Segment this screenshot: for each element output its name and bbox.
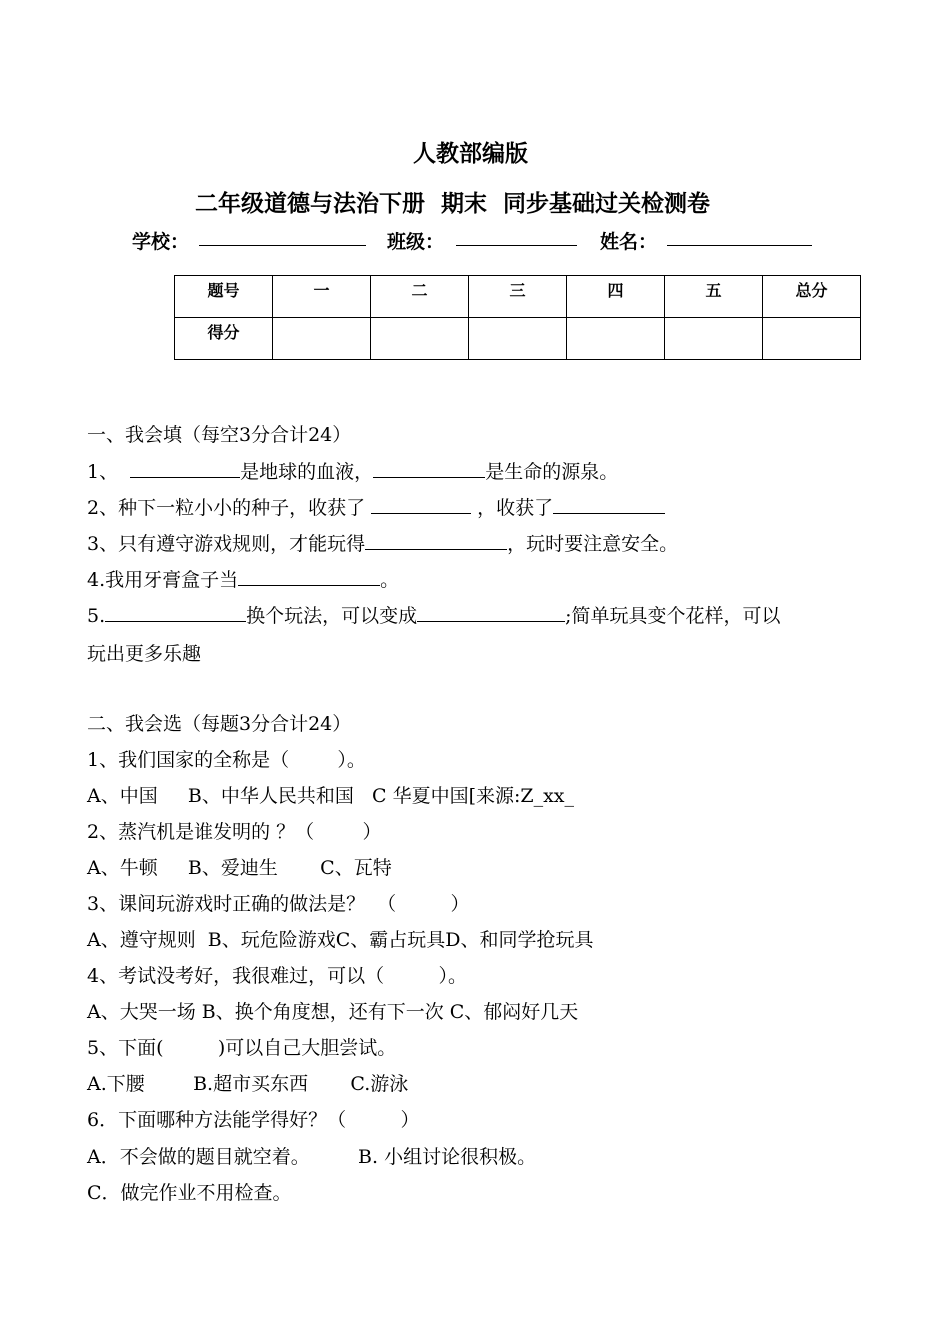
q2-text-1: 2、种下一粒小小的种子，收获了 — [87, 497, 372, 519]
score-table — [174, 275, 861, 360]
q4-blank[interactable] — [238, 569, 380, 586]
choice-line: A.下腰 B.超市买东西 C.游泳 — [87, 1073, 409, 1095]
score-cell: 总分 — [763, 276, 861, 318]
score-cell: 三 — [469, 276, 567, 318]
fill-question-1 — [87, 461, 618, 482]
q1-blank-1[interactable] — [130, 461, 240, 478]
score-cell: 五 — [665, 276, 763, 318]
section1-heading: 一、我会填（每空3分合计24） — [87, 424, 352, 446]
fill-question-3 — [87, 533, 678, 554]
choice-line: A．不会做的题目就空着。 B. 小组讨论很积极。 — [87, 1146, 537, 1168]
q1-text-1: 是地球的血液， — [240, 461, 374, 483]
choice-line: A、大哭一场 B、换个角度想，还有下一次 C、郁闷好几天 — [87, 1001, 579, 1023]
q2-blank-1[interactable] — [371, 497, 471, 514]
score-cell: 二 — [371, 276, 469, 318]
q3-text-1: 3、只有遵守游戏规则，才能玩得 — [87, 533, 366, 555]
score-input-cell[interactable] — [567, 318, 665, 360]
choice-line: A、遵守规则 B、玩危险游戏C、霸占玩具D、和同学抢玩具 — [87, 929, 594, 951]
score-input-cell[interactable] — [469, 318, 567, 360]
q5-blank-2[interactable] — [417, 605, 565, 622]
q1-number: 1、 — [87, 461, 131, 483]
score-cell: 一 — [273, 276, 371, 318]
score-table-score-row — [175, 318, 861, 360]
name-label: 姓名： — [600, 231, 658, 253]
section2-heading: 二、我会选（每题3分合计24） — [87, 713, 352, 735]
q1-blank-2[interactable] — [373, 461, 485, 478]
choice-line: A、中国 B、中华人民共和国 C 华夏中国[来源:Z_xx_ — [87, 785, 575, 807]
choice-line: C．做完作业不用检查。 — [87, 1182, 292, 1204]
fill-question-2 — [87, 497, 665, 518]
q4-text-1: 4.我用牙膏盒子当 — [87, 569, 239, 591]
publisher-title: 人教部编版 — [413, 141, 528, 167]
choice-line: 3、课间玩游戏时正确的做法是？ （ ） — [87, 893, 470, 915]
choice-line: 2、蒸汽机是谁发明的 ？（ ） — [87, 821, 382, 843]
choice-line: 6．下面哪种方法能学得好？（ ） — [87, 1109, 420, 1131]
q1-text-2: 是生命的源泉。 — [485, 461, 619, 483]
score-input-cell[interactable] — [371, 318, 469, 360]
school-label: 学校： — [132, 231, 190, 253]
score-cell: 题号 — [175, 276, 273, 318]
class-field[interactable] — [456, 231, 577, 246]
class-label: 班级： — [387, 231, 445, 253]
choice-line: 5、下面( )可以自己大胆尝试。 — [87, 1037, 397, 1059]
q3-text-2: ，玩时要注意安全。 — [507, 533, 679, 555]
q3-blank[interactable] — [365, 533, 507, 550]
fill-question-4 — [87, 569, 399, 590]
score-table-header-row — [175, 276, 861, 318]
fill-question-5-cont: 玩出更多乐趣 — [87, 643, 202, 665]
score-input-cell[interactable] — [273, 318, 371, 360]
name-field[interactable] — [667, 231, 812, 246]
exam-title: 二年级道德与法治下册 期末 同步基础过关检测卷 — [195, 191, 711, 217]
q5-number: 5. — [87, 605, 106, 627]
q2-blank-2[interactable] — [553, 497, 665, 514]
choice-line: A、牛顿 B、爱迪生 C、瓦特 — [87, 857, 392, 879]
school-field[interactable] — [199, 231, 366, 246]
q4-text-2: 。 — [380, 569, 400, 591]
score-cell: 四 — [567, 276, 665, 318]
score-input-cell[interactable] — [763, 318, 861, 360]
choice-line: 4、考试没考好，我很难过，可以（ ）。 — [87, 965, 467, 987]
q2-text-2: ，收获了 — [471, 497, 554, 519]
score-row-label: 得分 — [175, 318, 273, 360]
q5-text-2: ;简单玩具变个花样，可以 — [565, 605, 781, 627]
q5-text-1: 换个玩法，可以变成 — [246, 605, 418, 627]
q5-blank-1[interactable] — [105, 605, 246, 622]
fill-question-5 — [87, 605, 781, 626]
choice-line: 1、我们国家的全称是（ ）。 — [87, 749, 366, 771]
score-input-cell[interactable] — [665, 318, 763, 360]
